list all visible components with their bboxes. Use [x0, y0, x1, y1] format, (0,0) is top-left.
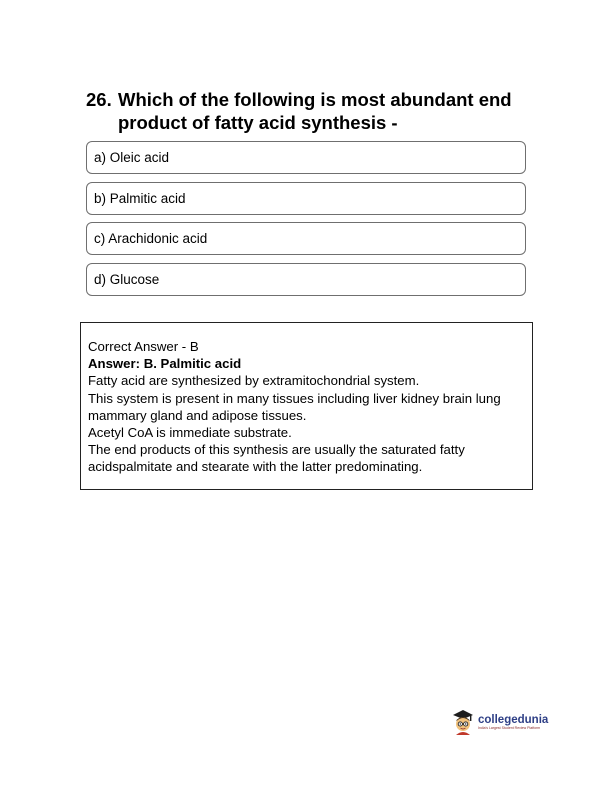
explanation-line: Acetyl CoA is immediate substrate. — [88, 425, 292, 441]
option-a[interactable]: a) Oleic acid — [86, 141, 526, 174]
question-number: 26. — [86, 89, 112, 110]
logo-name: collegedunia — [478, 713, 549, 726]
correct-answer-line: Correct Answer - B — [88, 339, 199, 354]
explanation-line: This system is present in many tissues including liver kidney brain lung mammary gland and adipose tissues. — [88, 390, 501, 423]
option-d[interactable]: d) Glucose — [86, 263, 526, 296]
answer-heading: Answer: B. Palmitic acid — [88, 356, 242, 372]
option-b[interactable]: b) Palmitic acid — [86, 182, 526, 215]
collegedunia-mascot-icon — [451, 709, 475, 735]
collegedunia-logo — [451, 707, 561, 737]
explanation-line: The end products of this synthesis are usually the saturated fatty acidspalmitate and stearate with the latter predominating. — [88, 442, 465, 475]
logo-tagline: India's Largest Student Review Platform — [478, 725, 541, 730]
option-c[interactable]: c) Arachidonic acid — [86, 222, 526, 255]
answer-explanation-box — [80, 322, 533, 490]
logo-text — [478, 714, 548, 731]
answer-options — [86, 141, 526, 303]
explanation-line: Fatty acid are synthesized by extramitochondrial system. — [88, 373, 420, 389]
question — [86, 88, 526, 134]
question-text: Which of the following is most abundant end product of fatty acid synthesis - — [118, 89, 512, 133]
